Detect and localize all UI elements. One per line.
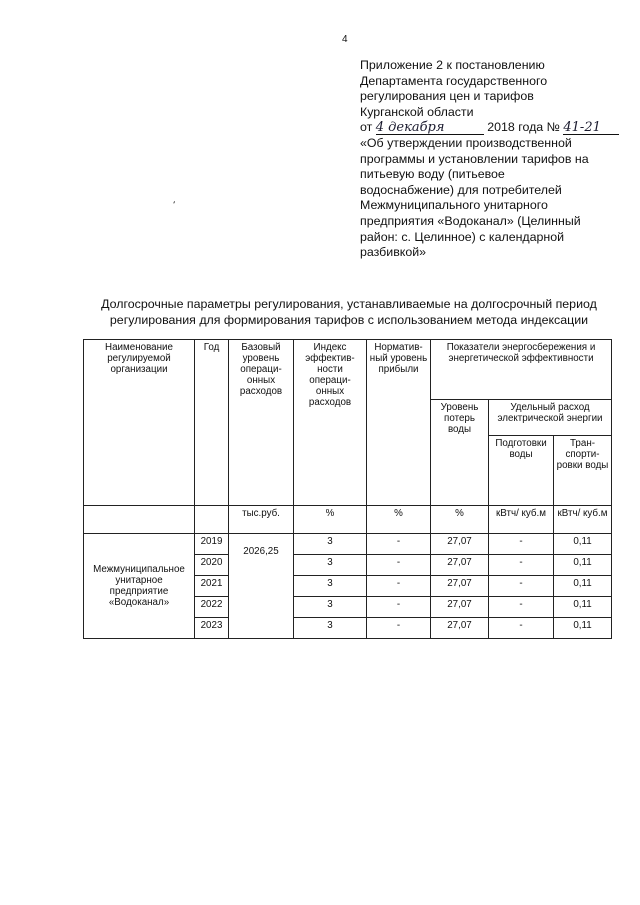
cell-losses: 27,07 bbox=[431, 618, 489, 639]
subject-line: разбивкой» bbox=[360, 245, 427, 260]
header-profit: Норматив-ный уровень прибыли bbox=[367, 340, 431, 506]
cell-prep: - bbox=[489, 597, 554, 618]
cell-index: 3 bbox=[294, 576, 367, 597]
header-transport: Тран-спорти-ровки воды bbox=[554, 436, 612, 506]
header-org: Наименование регулируемой организации bbox=[84, 340, 195, 506]
cell-profit: - bbox=[367, 618, 431, 639]
appendix-line: Курганской области bbox=[360, 104, 474, 119]
cell-profit: - bbox=[367, 534, 431, 555]
unit-base: тыс.руб. bbox=[229, 506, 294, 534]
unit-profit: % bbox=[367, 506, 431, 534]
subject-line: «Об утверждении производственной bbox=[360, 135, 572, 150]
cell-profit: - bbox=[367, 576, 431, 597]
header-energy: Показатели энергосбережения и энергетической эффективности bbox=[431, 340, 612, 400]
cell-prep: - bbox=[489, 576, 554, 597]
cell-year: 2019 bbox=[195, 534, 229, 555]
cell-year: 2021 bbox=[195, 576, 229, 597]
unit-empty bbox=[84, 506, 195, 534]
unit-transport: кВтч/ куб.м bbox=[554, 506, 612, 534]
header-index: Индекс эффектив-ности операци-онных расходов bbox=[294, 340, 367, 506]
cell-year: 2023 bbox=[195, 618, 229, 639]
appendix-date-line bbox=[360, 120, 620, 136]
table-heading bbox=[84, 296, 614, 328]
cell-transport: 0,11 bbox=[554, 576, 612, 597]
cell-year: 2020 bbox=[195, 555, 229, 576]
cell-losses: 27,07 bbox=[431, 555, 489, 576]
unit-prep: кВтч/ куб.м bbox=[489, 506, 554, 534]
header-year: Год bbox=[195, 340, 229, 506]
date-prefix: от bbox=[360, 120, 373, 135]
subject-line: программы и установлении тарифов на bbox=[360, 151, 589, 166]
parameters-table bbox=[83, 339, 612, 639]
subject-line: район: с. Целинное) с календарной bbox=[360, 229, 565, 244]
cell-index: 3 bbox=[294, 597, 367, 618]
header-specific: Удельный расход электрической энергии bbox=[489, 400, 612, 436]
handwritten-number: 41-21 bbox=[563, 122, 619, 135]
unit-index: % bbox=[294, 506, 367, 534]
appendix-line: Приложение 2 к постановлению bbox=[360, 58, 545, 72]
year-text: 2018 года № bbox=[487, 120, 560, 135]
cell-prep: - bbox=[489, 618, 554, 639]
subject-line: предприятия «Водоканал» (Целинный bbox=[360, 213, 581, 228]
cell-transport: 0,11 bbox=[554, 597, 612, 618]
unit-losses: % bbox=[431, 506, 489, 534]
appendix-line: регулирования цен и тарифов bbox=[360, 89, 534, 104]
cell-profit: - bbox=[367, 597, 431, 618]
handwritten-date: 4 декабря bbox=[376, 122, 484, 135]
heading-line: Долгосрочные параметры регулирования, устанавливаемые на долгосрочный период bbox=[101, 297, 597, 311]
cell-index: 3 bbox=[294, 618, 367, 639]
cell-transport: 0,11 bbox=[554, 534, 612, 555]
cell-losses: 27,07 bbox=[431, 597, 489, 618]
subject-line: питьевую воду (питьевое bbox=[360, 167, 505, 182]
stray-mark: ' bbox=[170, 200, 176, 211]
cell-profit: - bbox=[367, 555, 431, 576]
org-name: Межмуниципальное унитарное предприятие «Водоканал» bbox=[84, 534, 195, 639]
cell-year: 2022 bbox=[195, 597, 229, 618]
subject-line: водоснабжение) для потребителей bbox=[360, 182, 562, 197]
cell-transport: 0,11 bbox=[554, 618, 612, 639]
cell-index: 3 bbox=[294, 555, 367, 576]
cell-transport: 0,11 bbox=[554, 555, 612, 576]
cell-losses: 27,07 bbox=[431, 534, 489, 555]
base-value: 2026,25 bbox=[229, 534, 294, 639]
appendix-block bbox=[360, 58, 620, 261]
table-row bbox=[84, 534, 612, 555]
cell-prep: - bbox=[489, 555, 554, 576]
cell-index: 3 bbox=[294, 534, 367, 555]
header-losses: Уровень потерь воды bbox=[431, 400, 489, 506]
subject-line: Межмуниципального унитарного bbox=[360, 198, 548, 213]
page-number: 4 bbox=[342, 34, 348, 45]
appendix-line: Департамента государственного bbox=[360, 73, 548, 88]
header-base: Базовый уровень операци-онных расходов bbox=[229, 340, 294, 506]
unit-empty bbox=[195, 506, 229, 534]
heading-line: регулирования для формирования тарифов с использованием метода индексации bbox=[109, 313, 589, 327]
cell-prep: - bbox=[489, 534, 554, 555]
header-prep: Подготовки воды bbox=[489, 436, 554, 506]
cell-losses: 27,07 bbox=[431, 576, 489, 597]
